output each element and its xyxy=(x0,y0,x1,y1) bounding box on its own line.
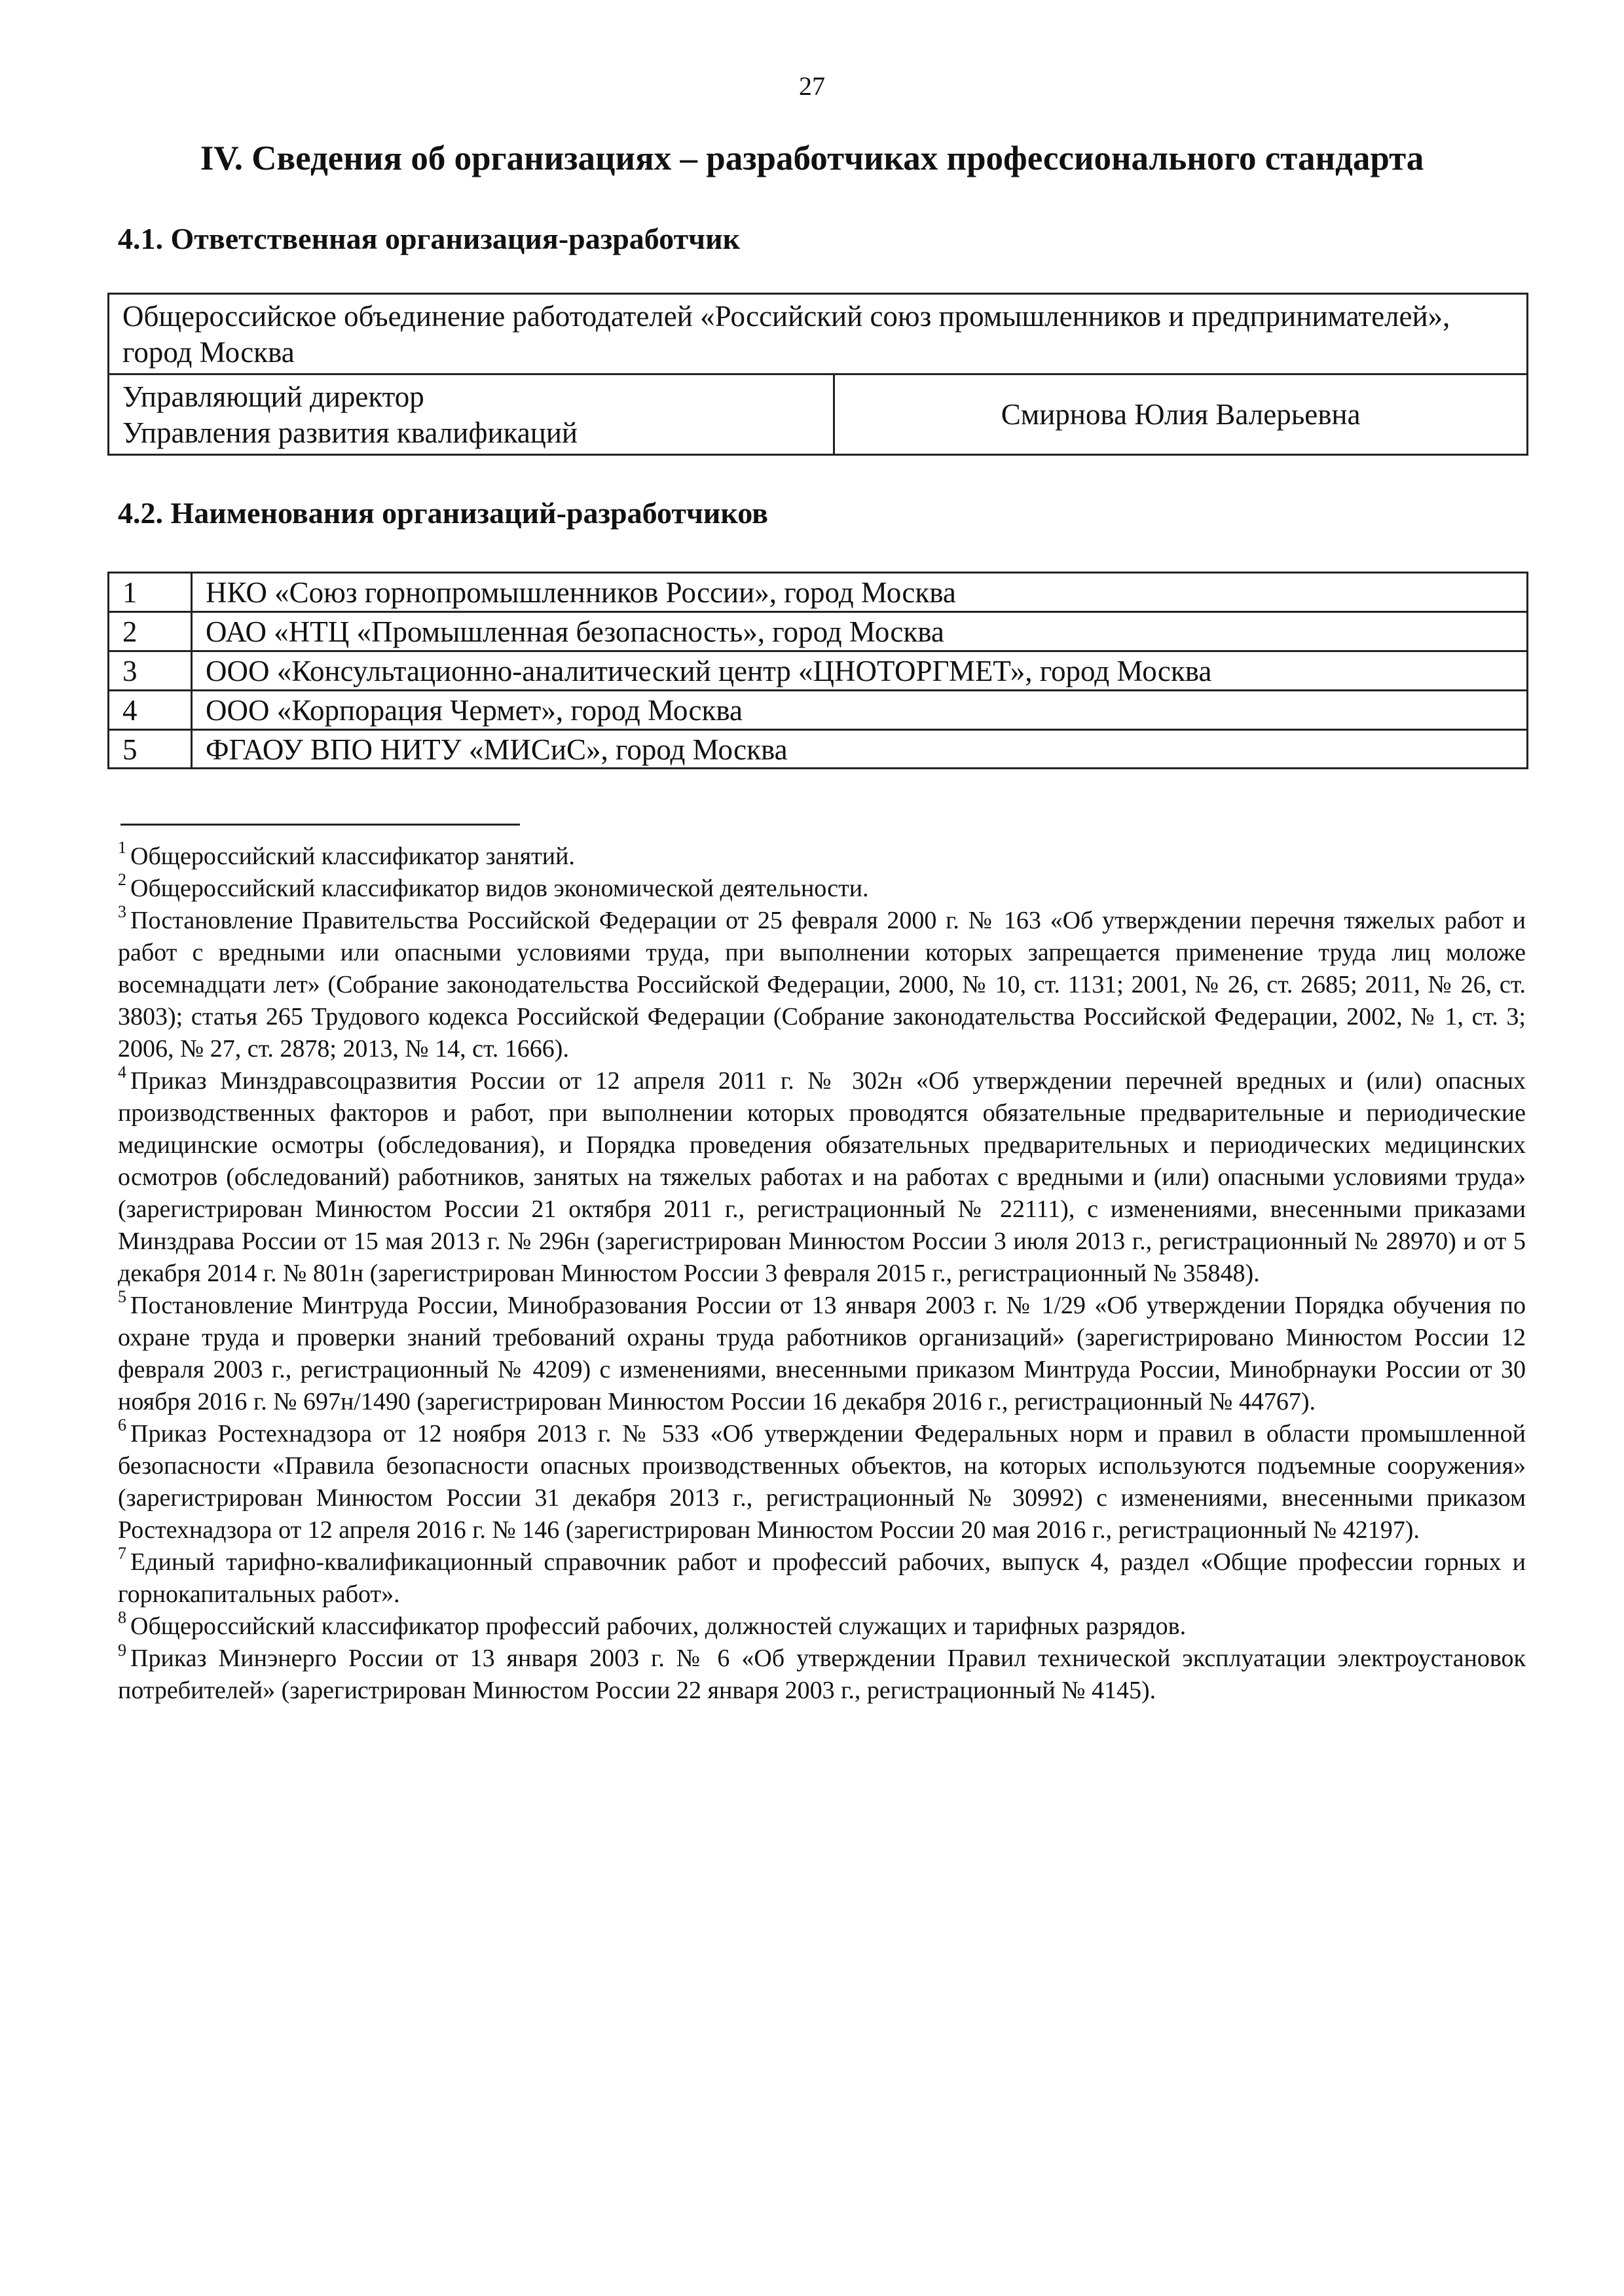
footnote xyxy=(118,1415,1526,1546)
row-number: 5 xyxy=(109,729,192,769)
footnote-number: 5 xyxy=(118,1287,126,1307)
organization-name: ФГАОУ ВПО НИТУ «МИСиС», город Москва xyxy=(192,729,1528,769)
row-number: 1 xyxy=(109,573,192,612)
footnote xyxy=(118,1287,1526,1418)
organization-name: ОАО «НТЦ «Промышленная безопасность», город Москва xyxy=(192,611,1528,651)
footnote-number: 7 xyxy=(118,1544,126,1563)
footnote-number: 4 xyxy=(118,1063,126,1082)
row-number: 4 xyxy=(109,690,192,729)
footnote-text: Единый тарифно-квалификационный справочник работ и профессий рабочих, выпуск 4, раздел «Общие профессии горных и горнокапитальных работ». xyxy=(118,1548,1526,1609)
footnote xyxy=(118,1065,1526,1290)
footnote-separator xyxy=(120,824,520,826)
footnote xyxy=(118,1608,1526,1643)
organization-name: ООО «Корпорация Чермет», город Москва xyxy=(192,690,1528,729)
section-title: IV. Сведения об организациях – разработчиках профессионального стандарта xyxy=(200,139,1424,177)
footnote-text: Общероссийский классификатор профессий рабочих, должностей служащих и тарифных разрядов. xyxy=(130,1613,1187,1641)
organization-name: ООО «Консультационно-аналитический центр «ЦНОТОРГМЕТ», город Москва xyxy=(192,651,1528,690)
footnote-text: Приказ Минэнерго России от 13 января 2003 г. № 6 «Об утверждении Правил технической эксплуатации электроустановок потребителей» (зарегистрирован Минюстом России 22 января 2003 г., регистрационный № 4145). xyxy=(118,1645,1526,1705)
footnote-text: Приказ Ростехнадзора от 12 ноября 2013 г. № 533 «Об утверждении Федеральных норм и правил в области промышленной безопасности «Правила безопасности опасных производственных объектов, на которых используются подъемные сооружения» (зарегистрирован Минюстом России 31 декабря 2013 г., регистрационный № 30992) с изменениями, внесенными приказом Ростехнадзора от 12 апреля 2016 г. № 146 (зарегистрирован Минюстом России 20 мая 2016 г., регистрационный № 42197). xyxy=(118,1420,1526,1544)
footnote xyxy=(118,1640,1526,1707)
responsible-organization-table xyxy=(107,293,1528,456)
position-cell xyxy=(109,374,834,454)
footnote-number: 6 xyxy=(118,1415,126,1435)
row-number: 2 xyxy=(109,611,192,651)
organization-name: НКО «Союз горнопромышленников России», город Москва xyxy=(192,573,1528,612)
organization-name-cell: Общероссийское объединение работодателей «Российский союз промышленников и предпринимателей», город Москва xyxy=(109,294,1528,374)
table-row xyxy=(109,374,1528,454)
developer-organizations-heading: 4.2. Наименования организаций-разработчиков xyxy=(118,496,768,530)
footnote xyxy=(118,902,1526,1065)
footnote-number: 8 xyxy=(118,1608,126,1628)
footnote-text: Постановление Минтруда России, Минобразования России от 13 января 2003 г. № 1/29 «Об утверждении Порядка обучения по охране труда и проверки знаний требований охраны труда работников организаций» (зарегистрировано Минюстом России 12 февраля 2003 г., регистрационный № 4209) с изменениями, внесенными приказом Минтруда России, Минобрнауки России от 30 ноября 2016 г. № 697н/1490 (зарегистрирован Минюстом России 16 декабря 2016 г., регистрационный № 44767). xyxy=(118,1292,1526,1416)
table-row xyxy=(109,573,1528,612)
footnote xyxy=(118,1546,1526,1611)
footnote-number: 2 xyxy=(118,870,126,890)
table-row xyxy=(109,651,1528,690)
footnote-text: Общероссийский классификатор занятий. xyxy=(130,843,575,870)
position-line: Управляющий директор xyxy=(122,380,424,413)
footnote xyxy=(118,838,1526,873)
position-line: Управления развития квалификаций xyxy=(122,416,578,449)
table-row xyxy=(109,690,1528,729)
page-number: 27 xyxy=(799,71,825,101)
table-row xyxy=(109,611,1528,651)
footnotes xyxy=(118,838,1526,1707)
row-number: 3 xyxy=(109,651,192,690)
person-name-cell: Смирнова Юлия Валерьевна xyxy=(834,374,1528,454)
footnote-text: Постановление Правительства Российской Федерации от 25 февраля 2000 г. № 163 «Об утверждении перечня тяжелых работ и работ с вредными или опасными условиями труда, при выполнении которых запрещается применение труда лиц моложе восемнадцати лет» (Собрание законодательства Российской Федерации, 2000, № 10, ст. 1131; 2001, № 26, ст. 2685; 2011, № 26, ст. 3803); статья 265 Трудового кодекса Российской Федерации (Собрание законодательства Российской Федерации, 2002, № 1, ст. 3; 2006, № 27, ст. 2878; 2013, № 14, ст. 1666). xyxy=(118,907,1526,1063)
table-row xyxy=(109,729,1528,769)
footnote-number: 3 xyxy=(118,902,126,922)
footnote-text: Общероссийский классификатор видов экономической деятельности. xyxy=(130,875,869,903)
developer-organizations-table xyxy=(107,572,1528,769)
table-row xyxy=(109,294,1528,374)
footnote-number: 1 xyxy=(118,838,126,858)
footnote-number: 9 xyxy=(118,1640,126,1660)
footnote-text: Приказ Минздравсоцразвития России от 12 апреля 2011 г. № 302н «Об утверждении перечней вредных и (или) опасных производственных факторов и работ, при выполнении которых проводятся обязательные предварительные и периодические медицинские осмотры (обследования), и Порядка проведения обязательных предварительных и периодических медицинских осмотров (обследований) работников, занятых на тяжелых работах и на работах с вредными и (или) опасными условиями труда» (зарегистрирован Минюстом России 21 октября 2011 г., регистрационный № 22111), с изменениями, внесенными приказами Минздрава России от 15 мая 2013 г. № 296н (зарегистрирован Минюстом России 3 июля 2013 г., регистрационный № 28970) и от 5 декабря 2014 г. № 801н (зарегистрирован Минюстом России 3 февраля 2015 г., регистрационный № 35848). xyxy=(118,1067,1526,1288)
footnote xyxy=(118,870,1526,905)
responsible-organization-heading: 4.1. Ответственная организация-разработчик xyxy=(118,222,741,255)
